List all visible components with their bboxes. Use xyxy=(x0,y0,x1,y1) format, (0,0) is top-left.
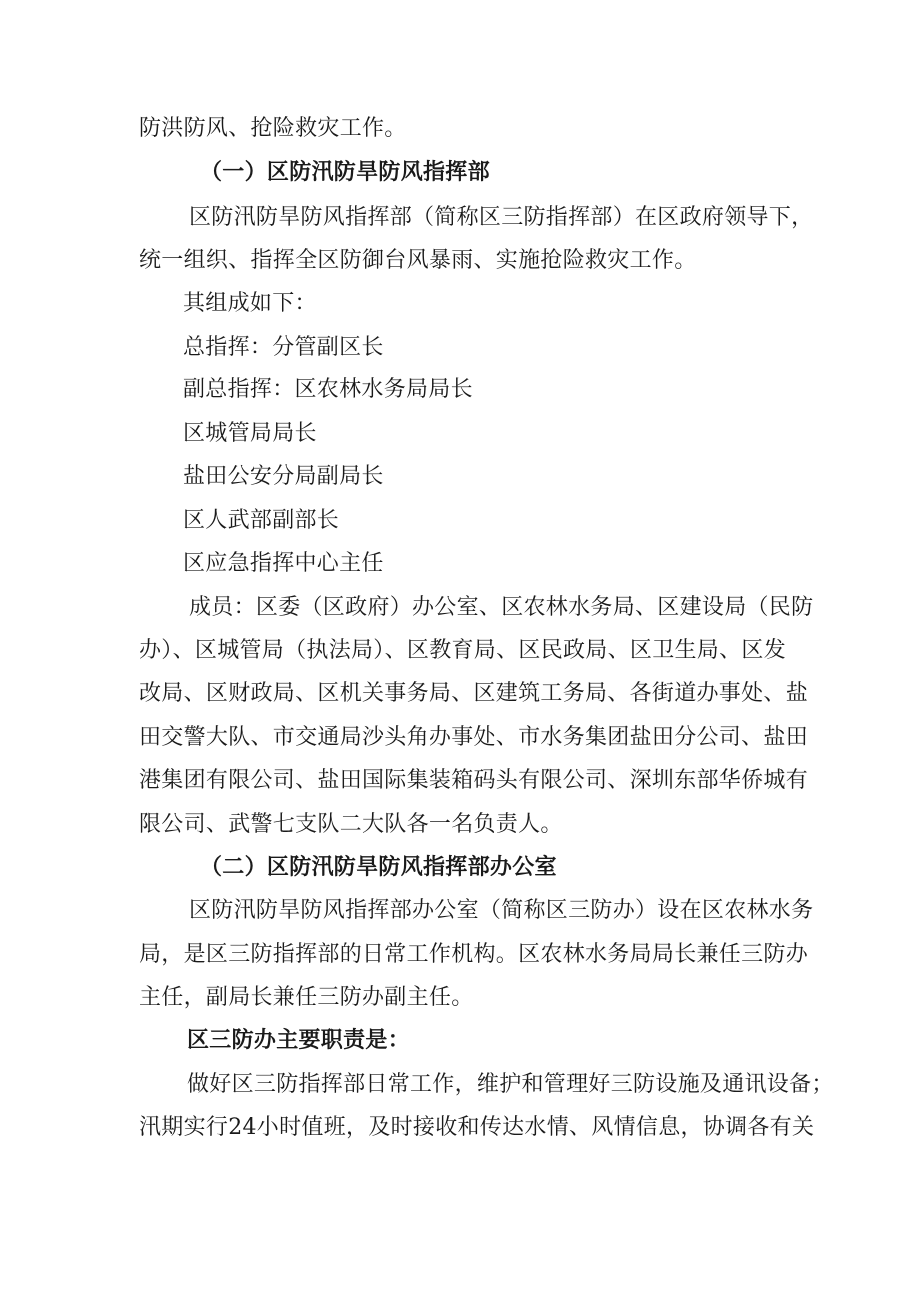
text-line: 防洪防风、抢险救灾工作。 xyxy=(139,116,407,141)
text-line: 主任，副局长兼任三防办副主任。 xyxy=(139,985,474,1010)
text-line: 改局、区财政局、区机关事务局、区建筑工务局、各街道办事处、盐 xyxy=(139,681,809,706)
text-line: 区人武部副部长 xyxy=(183,508,340,533)
text-line: 区城管局局长 xyxy=(183,421,317,446)
text-line: 其组成如下： xyxy=(183,291,317,316)
text-line: 总指挥：分管副区长 xyxy=(183,335,384,360)
text-line: 区防汛防旱防风指挥部办公室（简称区三防办）设在区农林水务 xyxy=(189,898,814,923)
text-line: 办）、区城管局（执法局）、区教育局、区民政局、区卫生局、区发 xyxy=(139,638,787,663)
text-line: 成员：区委（区政府）办公室、区农林水务局、区建设局（民防 xyxy=(189,595,814,620)
text-line: 局，是区三防指挥部的日常工作机构。区农林水务局局长兼任三防办 xyxy=(139,942,809,967)
text-line: 港集团有限公司、盐田国际集装箱码头有限公司、深圳东部华侨城有 xyxy=(139,768,809,793)
text-line: 限公司、武警七支队二大队各一名负责人。 xyxy=(139,812,563,837)
duties-heading: 区三防办主要职责是： xyxy=(187,1028,411,1053)
text-line: 副总指挥：区农林水务局局长 xyxy=(183,377,473,402)
text-line: 田交警大队、市交通局沙头角办事处、市水务集团盐田分公司、盐田 xyxy=(139,725,809,750)
text-line: 做好区三防指挥部日常工作，维护和管理好三防设施及通讯设备； xyxy=(187,1072,834,1097)
text-line: 统一组织、指挥全区防御台风暴雨、实施抢险救灾工作。 xyxy=(139,248,697,273)
section-heading-1: （一）区防汛防旱防风指挥部 xyxy=(200,160,490,185)
section-heading-2: （二）区防汛防旱防风指挥部办公室 xyxy=(200,855,557,880)
text-line: 盐田公安分局副局长 xyxy=(183,464,384,489)
text-line: 汛期实行24小时值班，及时接收和传达水情、风情信息，协调各有关 xyxy=(139,1115,815,1140)
text-line: 区防汛防旱防风指挥部（简称区三防指挥部）在区政府领导下， xyxy=(189,205,814,230)
text-line: 区应急指挥中心主任 xyxy=(183,551,384,576)
